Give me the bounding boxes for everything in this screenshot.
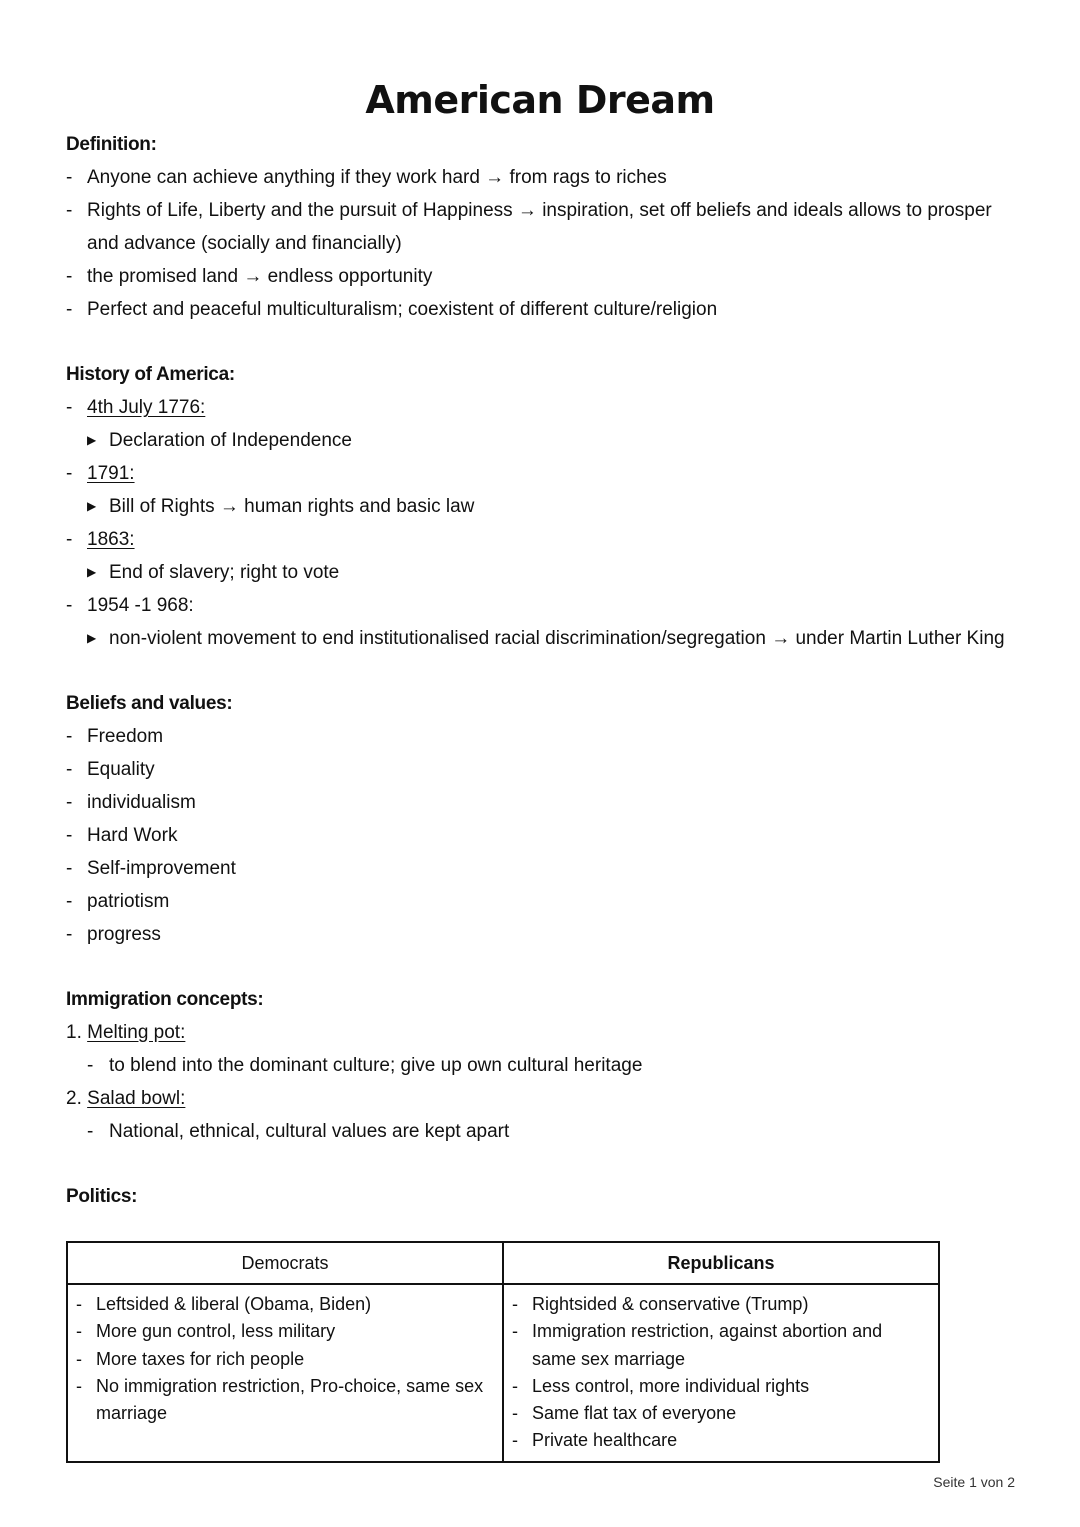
- immigration-concept: 2. Salad bowl:: [66, 1088, 186, 1109]
- beliefs-list: [66, 720, 1016, 951]
- republicans-cell: [503, 1284, 939, 1462]
- history-detail: ▶ non-violent movement to end institutionalised racial discrimination/segregation → under Martin Luther King: [66, 622, 1016, 655]
- list-item: - Rights of Life, Liberty and the pursuit of Happiness → inspiration, set off beliefs and ideals allows to prosper and advance (socially and financially): [66, 194, 1016, 260]
- dash-marker: -: [512, 1294, 518, 1314]
- list-item: - Private healthcare: [512, 1427, 930, 1454]
- dash-marker: -: [512, 1430, 518, 1451]
- list-item: - No immigration restriction, Pro-choice, same sex marriage: [76, 1373, 494, 1428]
- table-row: [67, 1284, 939, 1462]
- dash-marker: -: [66, 858, 73, 879]
- dash-marker: -: [76, 1321, 82, 1342]
- list-item: - Hard Work: [66, 819, 1016, 852]
- immigration-heading: Immigration concepts:: [66, 989, 264, 1010]
- list-item: - More gun control, less military: [76, 1318, 494, 1345]
- dash-marker: -: [66, 924, 73, 945]
- dash-marker: -: [66, 529, 73, 550]
- democrats-cell: [67, 1284, 503, 1462]
- definition-list: [66, 161, 1016, 326]
- history-date: - 1863:: [66, 523, 1016, 556]
- document-body: [66, 128, 1016, 1213]
- immigration-detail: - to blend into the dominant culture; give up own cultural heritage: [66, 1049, 1016, 1082]
- list-item: - progress: [66, 918, 1016, 951]
- dash-marker: -: [66, 200, 73, 221]
- triangle-bullet-icon: ▶: [87, 433, 97, 447]
- history-detail: ▶ Bill of Rights → human rights and basic law: [66, 490, 1016, 523]
- republicans-header: Republicans: [503, 1242, 939, 1284]
- dash-marker: -: [87, 1121, 94, 1142]
- dash-marker: -: [76, 1294, 82, 1314]
- dash-marker: -: [512, 1375, 518, 1396]
- dash-marker: -: [66, 266, 73, 287]
- history-date: - 1954 -1 968:: [66, 589, 1016, 622]
- list-item: - Freedom: [66, 720, 1016, 753]
- history-date: - 1791:: [66, 457, 1016, 490]
- dash-marker: -: [66, 726, 73, 747]
- dash-marker: -: [512, 1403, 518, 1424]
- dash-marker: -: [66, 759, 73, 780]
- dash-marker: -: [66, 825, 73, 846]
- list-item: - Same flat tax of everyone: [512, 1400, 930, 1427]
- history-date: - 4th July 1776:: [66, 391, 1016, 424]
- list-item: - patriotism: [66, 885, 1016, 918]
- immigration-detail: - National, ethnical, cultural values are kept apart: [66, 1115, 1016, 1148]
- beliefs-heading: Beliefs and values:: [66, 693, 233, 714]
- dash-marker: -: [76, 1375, 82, 1396]
- definition-heading: Definition:: [66, 134, 157, 155]
- history-detail: ▶ End of slavery; right to vote: [66, 556, 1016, 589]
- triangle-bullet-icon: ▶: [87, 499, 97, 513]
- history-list: [66, 391, 1016, 655]
- page-title: American Dream: [365, 78, 715, 122]
- politics-heading: Politics:: [66, 1186, 138, 1207]
- list-item: - Anyone can achieve anything if they work hard → from rags to riches: [66, 161, 1016, 194]
- list-item: - Rightsided & conservative (Trump): [512, 1291, 930, 1318]
- dash-marker: -: [76, 1348, 82, 1369]
- list-item: - Self-improvement: [66, 852, 1016, 885]
- dash-marker: -: [66, 595, 73, 616]
- page-number: Seite 1 von 2: [933, 1474, 1015, 1490]
- dash-marker: -: [512, 1321, 518, 1342]
- democrats-header: Democrats: [67, 1242, 503, 1284]
- list-item: - Leftsided & liberal (Obama, Biden): [76, 1291, 494, 1318]
- immigration-concept: 1. Melting pot:: [66, 1022, 186, 1043]
- dash-marker: -: [66, 167, 73, 188]
- dash-marker: -: [66, 299, 73, 320]
- table-header-row: [67, 1242, 939, 1284]
- dash-marker: -: [66, 463, 73, 484]
- list-item: - More taxes for rich people: [76, 1346, 494, 1373]
- list-item: - Less control, more individual rights: [512, 1373, 930, 1400]
- dash-marker: -: [87, 1055, 94, 1076]
- dash-marker: -: [66, 397, 73, 418]
- triangle-bullet-icon: ▶: [87, 565, 97, 579]
- list-item: - Immigration restriction, against abortion and same sex marriage: [512, 1318, 930, 1373]
- dash-marker: -: [66, 792, 73, 813]
- dash-marker: -: [66, 891, 73, 912]
- list-item: - the promised land → endless opportunity: [66, 260, 1016, 293]
- history-detail: ▶ Declaration of Independence: [66, 424, 1016, 457]
- list-item: - Perfect and peaceful multiculturalism; coexistent of different culture/religion: [66, 293, 1016, 326]
- list-item: - Equality: [66, 753, 1016, 786]
- immigration-list: [66, 1016, 1016, 1148]
- history-heading: History of America:: [66, 364, 235, 385]
- triangle-bullet-icon: ▶: [87, 631, 97, 645]
- list-item: - individualism: [66, 786, 1016, 819]
- politics-table: [66, 1241, 940, 1463]
